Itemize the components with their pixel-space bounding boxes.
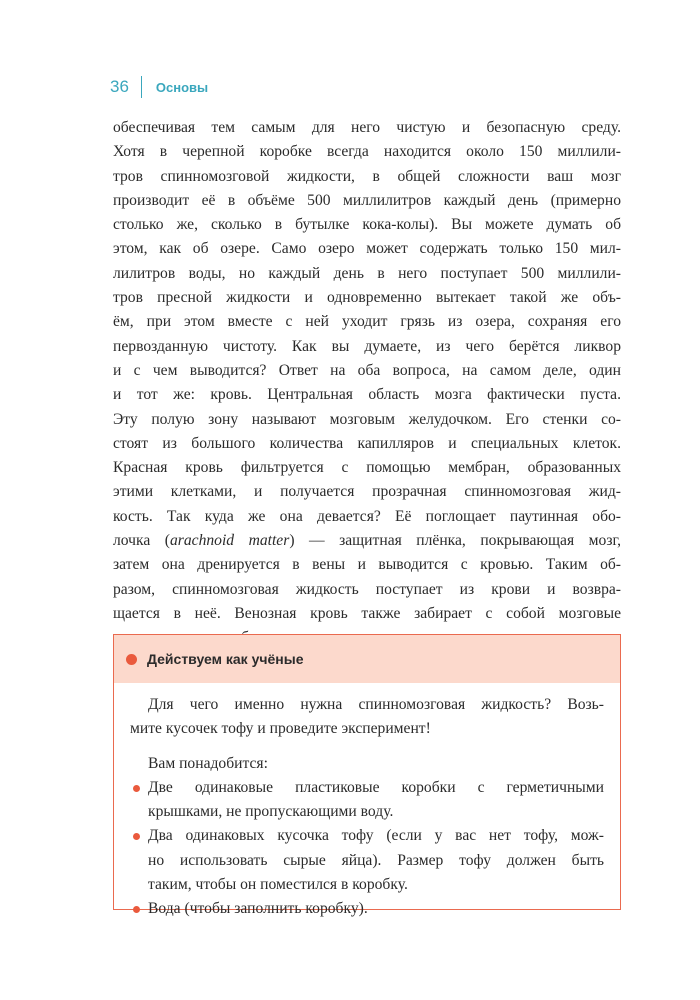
experiment-box <box>113 634 621 918</box>
section-title: Основы <box>155 79 209 95</box>
text-line: первозданную чистоту. Как вы думаете, из чего берётся ликвор <box>113 337 621 355</box>
page-number: 36 <box>110 77 129 96</box>
text-line-italic: лочка (arachnoid matter) — защитная плёнка, покрывающая мозг, <box>113 532 621 550</box>
list-item <box>130 824 604 897</box>
text-line: этом, как об озере. Само озеро может содержать только 150 мил- <box>113 240 621 258</box>
text-line: щается в неё. Венозная кровь также забирает с собой мозговые <box>113 604 621 622</box>
box-header <box>114 635 620 683</box>
text-line: ём, при этом вместе с ней уходит грязь из озера, сохраняя его <box>113 313 621 331</box>
text-line: кость. Так куда же она девается? Её поглощает паутинная обо- <box>113 507 621 525</box>
text-line: этими клетками, и получается прозрачная спинномозговая жид- <box>113 483 621 501</box>
text-line: стоят из большого количества капилляров и специальных клеток. <box>113 434 621 452</box>
main-text <box>113 116 621 651</box>
list-item <box>130 897 604 921</box>
text-line: и тот же: кровь. Центральная область мозга фактически пуста. <box>113 386 621 404</box>
text-line: Эту полую зону называют мозговым желудочком. Его стенки со- <box>113 410 621 428</box>
box-body <box>114 683 620 922</box>
box-intro-line: Для чего именно нужна спинномозговая жидкость? Возь- <box>148 696 604 713</box>
bullet-dot-icon <box>126 654 137 665</box>
text-line: и с чем выводится? Ответ на оба вопроса, на самом деле, один <box>113 361 621 379</box>
text-line: столько же, сколько в бутылке кока-колы). Вы можете думать об <box>113 216 621 234</box>
text-line: обеспечивая тем самым для него чистую и безопасную среду. <box>113 119 621 136</box>
box-needs-label: Вам понадобится: <box>148 754 268 772</box>
list-item-line: Вода (чтобы заполнить коробку). <box>148 900 368 918</box>
list-item-line: таким, чтобы он поместился в коробку. <box>148 876 408 894</box>
box-title: Действуем как учёные <box>147 651 304 667</box>
text-line: лилитров воды, но каждый день в него поступает 500 миллили- <box>113 264 621 282</box>
list-item-line: Две одинаковые пластиковые коробки с герметичными <box>148 778 604 796</box>
running-header <box>110 74 208 100</box>
list-item-line: Два одинаковых кусочка тофу (если у вас нет тофу, мож- <box>148 827 604 845</box>
list-item <box>130 776 604 825</box>
text-line: затем она дренируется в вены и выводится с кровью. Таким об- <box>113 556 621 574</box>
italic-term: arachnoid matter <box>169 532 290 550</box>
text-line: Хотя в черепной коробке всегда находится около 150 миллили- <box>113 143 621 161</box>
text-line: тров пресной жидкости и одновременно вытекает такой же объ- <box>113 289 621 307</box>
header-divider <box>141 76 142 98</box>
list-item-line: но использовать сырые яйца). Размер тофу должен быть <box>148 851 604 869</box>
text-line: тров спинномозговой жидкости, в общей сложности ваш мозг <box>113 167 621 185</box>
list-item-line: крышками, не пропускающими воду. <box>148 803 394 821</box>
bullet-dot-icon <box>133 785 140 792</box>
box-intro-line: мите кусочек тофу и проведите эксперимент! <box>130 720 431 738</box>
text-line: производит её в объёме 500 миллилитров каждый день (примерно <box>113 191 621 209</box>
text-line: разом, спинномозговая жидкость поступает из крови и возвра- <box>113 580 621 598</box>
text-line: Красная кровь фильтруется с помощью мембран, образованных <box>113 459 621 477</box>
